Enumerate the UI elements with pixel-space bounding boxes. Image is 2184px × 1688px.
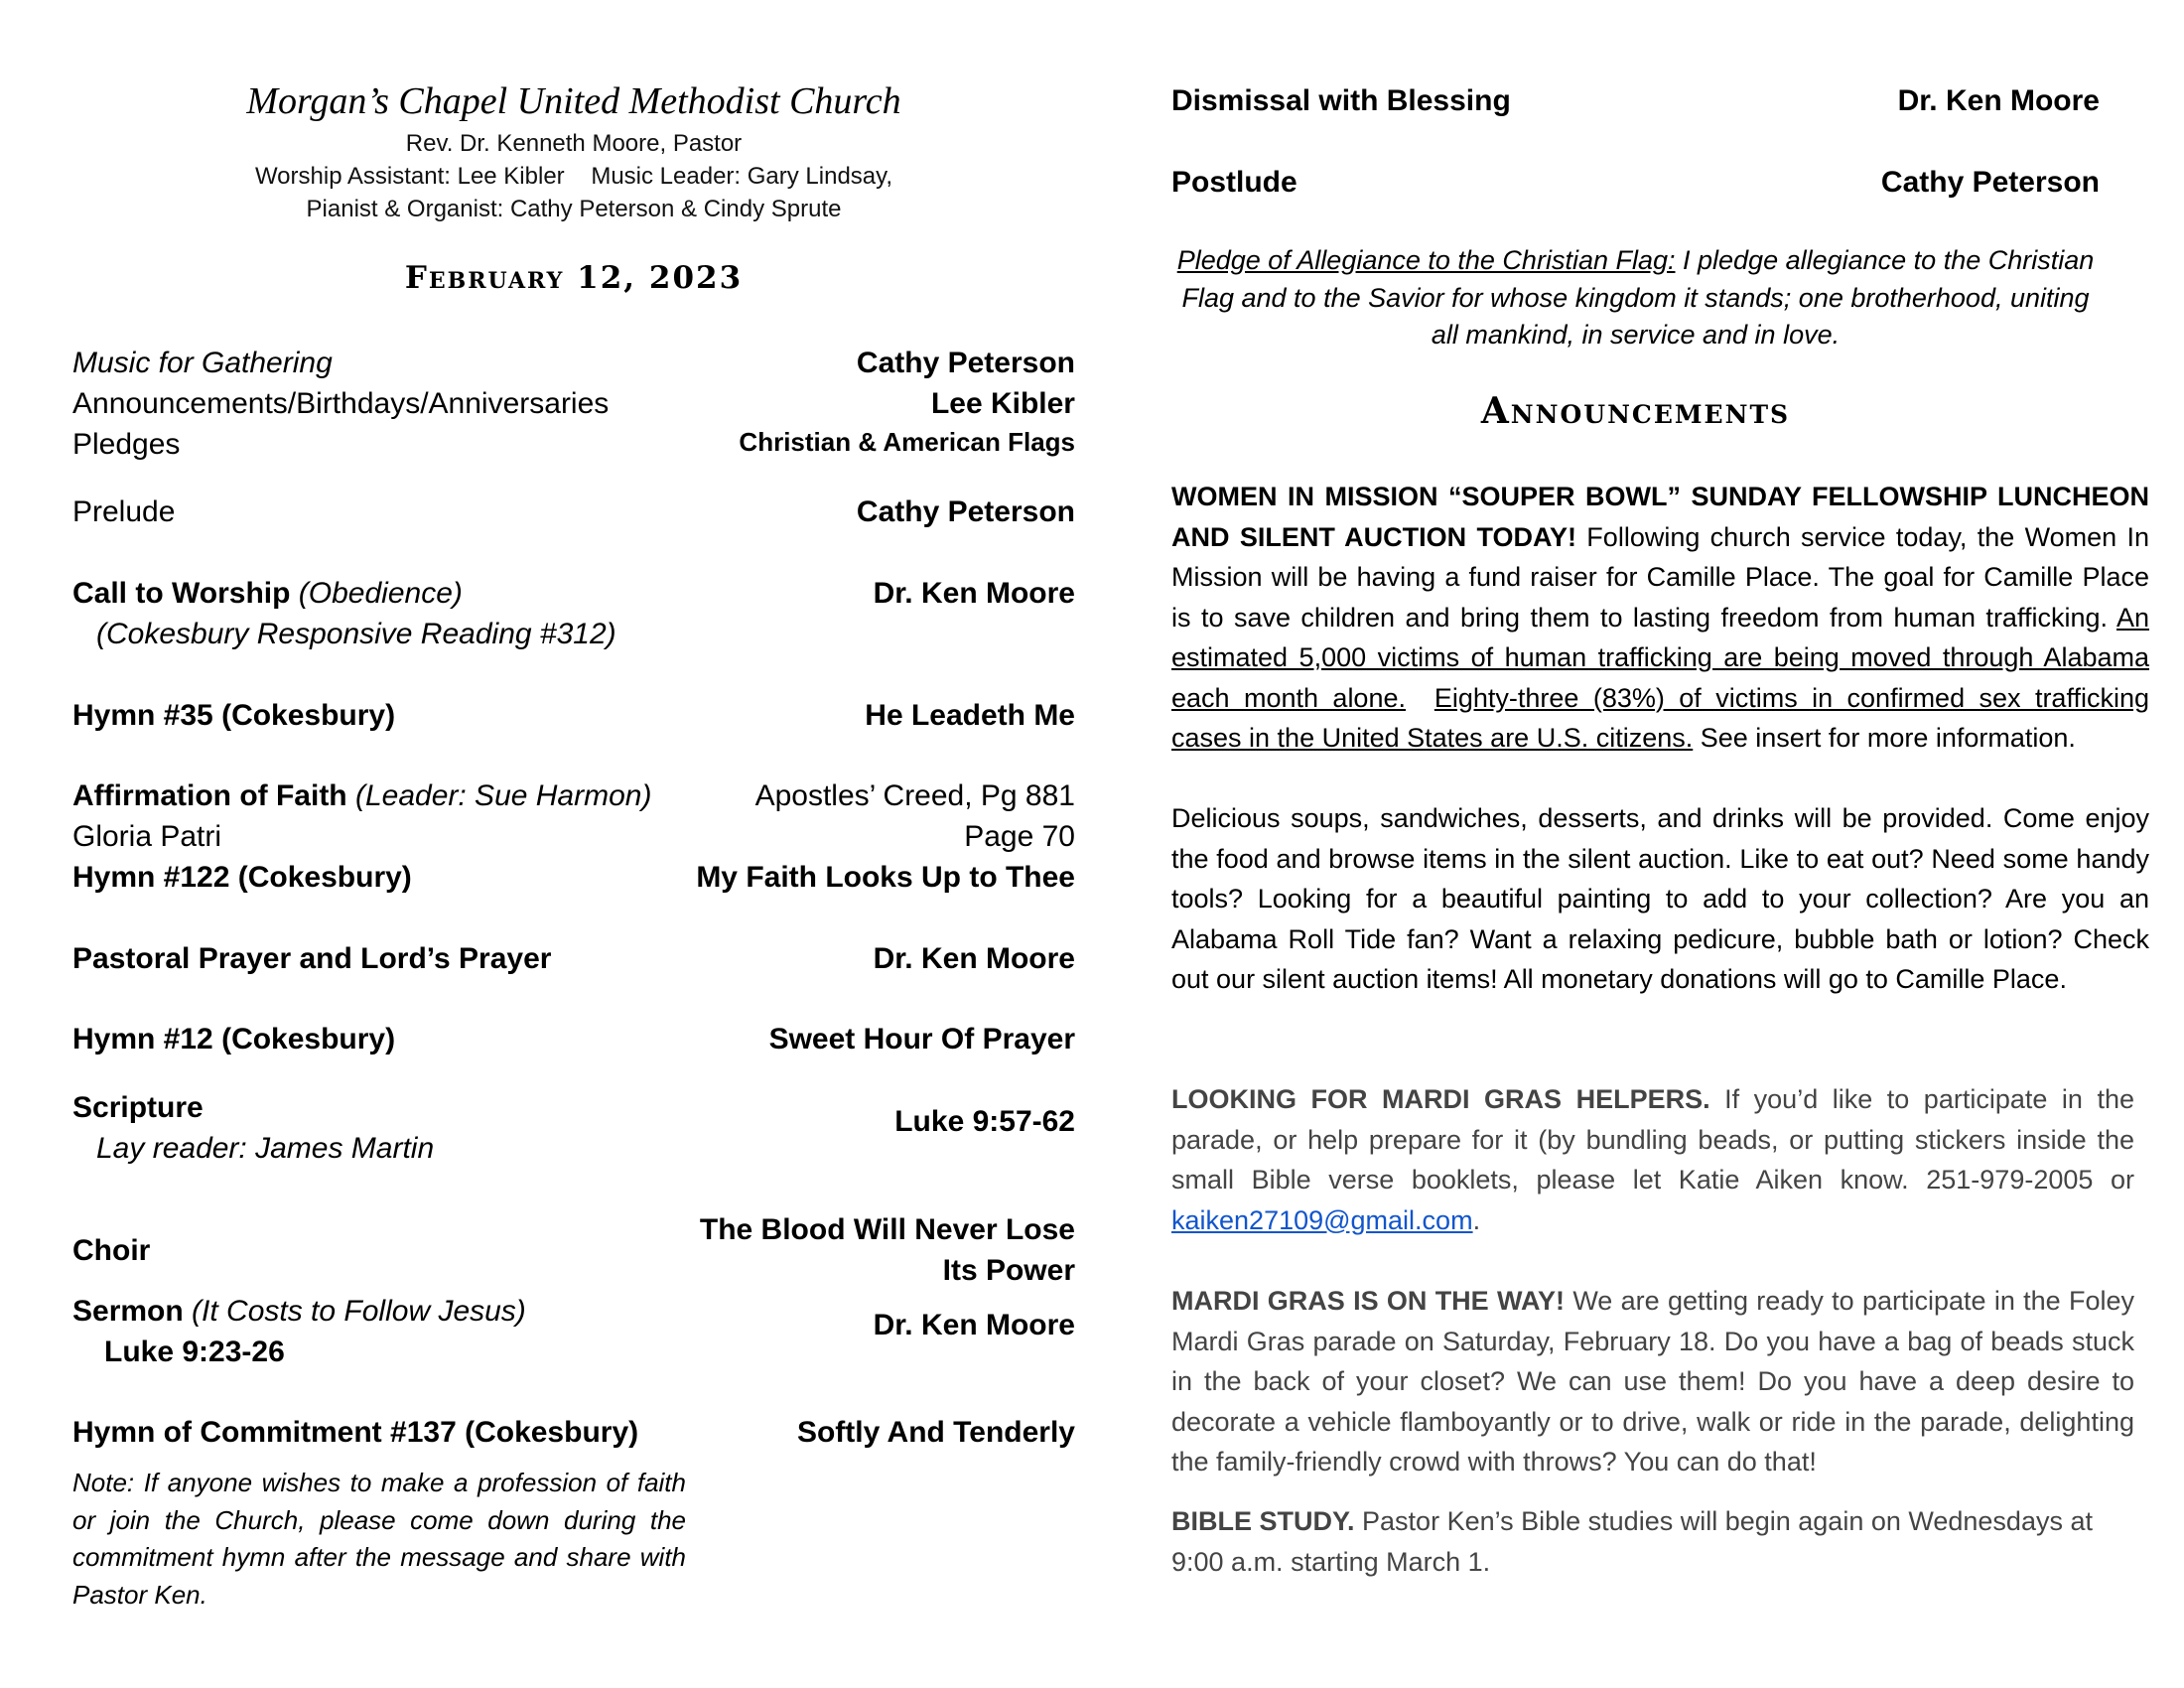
helpers-text: If you’d like to participate in the parade, or help prepare for it (by bundling beads, or putting stickers inside the small Bible verse booklets, please let Katie Aiken know. 251-979-2005 or — [1171, 1084, 2134, 1195]
affirmation-label: Affirmation of Faith — [72, 779, 347, 812]
souper-heading: WOMEN IN MISSION “SOUPER BOWL” SUNDAY FELLOWSHIP LUNCHEON AND SILENT AUCTION TODAY! — [1171, 482, 2149, 552]
helpers-heading: LOOKING FOR MARDI GRAS HELPERS. — [1171, 1084, 1710, 1114]
hymn122-label: Hymn #122 (Cokesbury) — [72, 861, 412, 894]
pledge-text: I pledge allegiance to the Christian Flag and to the Savior for whose kingdom it stands; one brotherhood, uniting all mankind, in service and in love. — [1181, 245, 2095, 350]
affirmation-ref: Apostles’ Creed, Pg 881 — [754, 779, 1075, 812]
call-label: Call to Worship — [72, 577, 291, 610]
announcements-title: Announcements — [1480, 390, 1791, 432]
hymn35-title: He Leadeth Me — [865, 699, 1075, 732]
gathering-leader: Cathy Peterson — [856, 347, 1075, 379]
sermon-scripture: Luke 9:23-26 — [104, 1336, 285, 1368]
christian-flag-pledge — [1171, 242, 2100, 354]
call-detail: (Obedience) — [298, 577, 463, 610]
commitment-label: Hymn of Commitment #137 (Cokesbury) — [72, 1416, 639, 1449]
gloria-ref: Page 70 — [964, 820, 1075, 853]
hymn122-title: My Faith Looks Up to Thee — [696, 861, 1075, 894]
announcements-leader: Lee Kibler — [930, 387, 1075, 420]
postlude-label: Postlude — [1171, 166, 1297, 199]
prayer-leader: Dr. Ken Moore — [873, 942, 1075, 975]
souper-text-2: See insert for more information. — [1693, 723, 2076, 753]
hymn35-label: Hymn #35 (Cokesbury) — [72, 699, 396, 732]
mardi-heading: MARDI GRAS IS ON THE WAY! — [1171, 1286, 1566, 1316]
assistants-line: Worship Assistant: Lee Kibler Music Leader: Gary Lindsay, — [254, 163, 893, 190]
mardi-gras-on-the-way — [1171, 1281, 2134, 1482]
helpers-end: . — [1472, 1204, 1481, 1235]
mardi-text: We are getting ready to participate in the Foley Mardi Gras parade on Saturday, February 18. Do you have a bag of beads stuck in the back of your closet? We can use them! Do you have a deep desire to decorate a vehicle flamboyantly or to drive, walk or ride in the parade, delighting the family-friendly crowd with throws? You can do that! — [1171, 1286, 2134, 1477]
hymn12-label: Hymn #12 (Cokesbury) — [72, 1023, 396, 1055]
dismissal-label: Dismissal with Blessing — [1171, 84, 1511, 117]
sermon-preacher: Dr. Ken Moore — [873, 1309, 1075, 1341]
pledges-leader: Christian & American Flags — [739, 427, 1075, 457]
scripture-reader: Lay reader: James Martin — [96, 1132, 435, 1165]
service-date: February 12, 2023 — [404, 260, 744, 296]
gathering-label: Music for Gathering — [72, 347, 333, 379]
commitment-title: Softly And Tenderly — [796, 1416, 1075, 1449]
church-name: Morgan’s Chapel United Methodist Church — [246, 80, 901, 122]
bible-heading: BIBLE STUDY. — [1171, 1506, 1355, 1536]
pastor-line: Rev. Dr. Kenneth Moore, Pastor — [405, 130, 743, 157]
pledges-label: Pledges — [72, 428, 181, 461]
prayer-label: Pastoral Prayer and Lord’s Prayer — [72, 942, 552, 975]
order-of-worship-column — [72, 0, 1075, 1688]
souper-bowl-details: Delicious soups, sandwiches, desserts, and drinks will be provided. Come enjoy the food and browse items in the silent auction. Like to eat out? Need some handy tools? Looking for a beautiful painting to add to your collection? Are you an Alabama Roll Tide fan? Want a relaxing pedicure, bubble bath or lotion? Check out our silent auction items! All monetary donations will go to Camille Place. — [1171, 803, 2149, 994]
souper-fact-2: Eighty-three (83%) of victims in confirmed sex trafficking cases in the United States are U.S. citizens. — [1171, 682, 2149, 753]
souper-bowl-announcement — [1171, 477, 2149, 759]
announcements-label: Announcements/Birthdays/Anniversaries — [72, 387, 610, 420]
souper-text-1: Following church service today, the Women In Mission will be having a fund raiser for Camille Place. The goal for Camille Place is to save children and bring them to lasting freedom from human trafficking. — [1171, 521, 2149, 633]
mardi-gras-helpers — [1171, 1079, 2134, 1240]
bible-text: Pastor Ken’s Bible studies will begin again on Wednesdays at 9:00 a.m. starting March 1. — [1171, 1506, 2093, 1577]
dismissal-leader: Dr. Ken Moore — [1897, 84, 2100, 117]
souper-fact-1: An estimated 5,000 victims of human trafficking are being moved through Alabama each month alone. — [1171, 602, 2149, 713]
announcements-column — [1171, 0, 2149, 1688]
bible-study — [1171, 1501, 2115, 1582]
email-link[interactable]: kaiken27109@gmail.com — [1171, 1204, 1473, 1235]
pledge-title: Pledge of Allegiance to the Christian Flag: — [1176, 245, 1676, 275]
hymn12-title: Sweet Hour Of Prayer — [768, 1023, 1075, 1055]
pianists-line: Pianist & Organist: Cathy Peterson & Cindy Sprute — [306, 196, 842, 222]
call-leader: Dr. Ken Moore — [873, 577, 1075, 610]
affirmation-detail: (Leader: Sue Harmon) — [354, 779, 652, 812]
prelude-leader: Cathy Peterson — [856, 495, 1075, 528]
sermon-label: Sermon — [72, 1295, 184, 1328]
sermon-detail: (It Costs to Follow Jesus) — [192, 1295, 526, 1328]
postlude-leader: Cathy Peterson — [1880, 166, 2100, 199]
prelude-label: Prelude — [72, 495, 176, 528]
scripture-label: Scripture — [72, 1091, 204, 1124]
scripture-ref: Luke 9:57-62 — [894, 1105, 1075, 1138]
gloria-label: Gloria Patri — [72, 820, 222, 853]
call-sub: (Cokesbury Responsive Reading #312) — [96, 618, 616, 650]
choir-title-1: The Blood Will Never Lose — [699, 1213, 1075, 1246]
choir-label: Choir — [72, 1234, 151, 1267]
commitment-note: Note: If anyone wishes to make a profession of faith or join the Church, please come down during the commitment hymn after the message and share with Pastor Ken. — [72, 1468, 686, 1610]
choir-title-2: Its Power — [942, 1254, 1075, 1287]
